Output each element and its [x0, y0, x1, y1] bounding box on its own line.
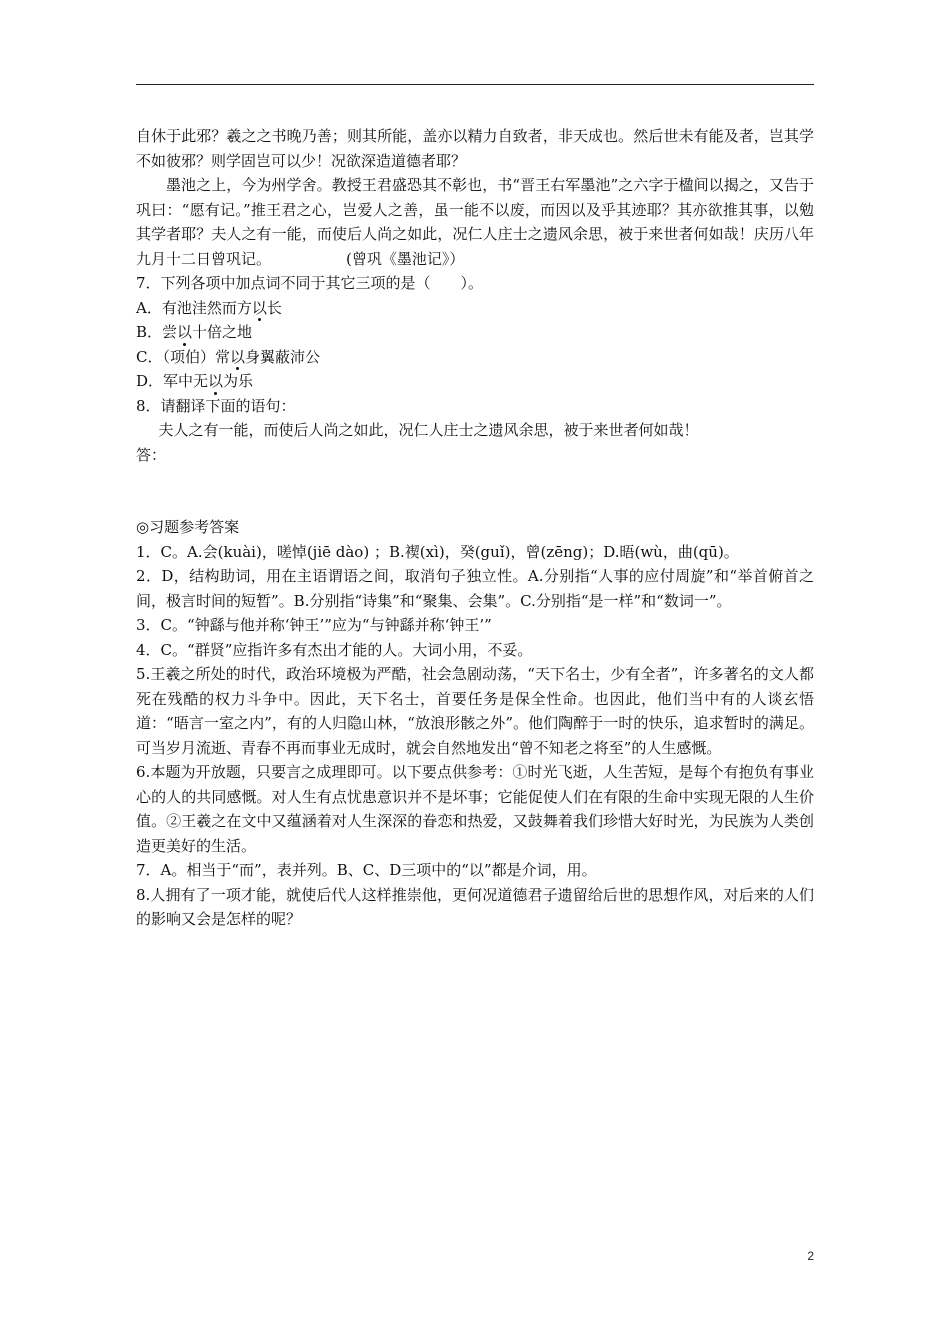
option-c-dotted-word: 以 — [230, 345, 245, 370]
option-a-text: A．有池洼然而方 — [136, 298, 252, 317]
option-c-text-end: 身翼蔽沛公 — [245, 347, 321, 366]
option-b-text-end: 十倍之地 — [192, 323, 253, 341]
page-number: 2 — [807, 1249, 814, 1263]
answer-item-8: 8.人拥有了一项才能，就使后代人这样推崇他，更何况道德君子遗留给后世的思想作风，对后来的人们的影响又会是怎样的呢？ — [136, 885, 814, 928]
header-rule — [136, 84, 814, 85]
passage-paragraph-2-text: 墨池之上，今为州学舍。教授王君盛恐其不彰也，书“晋王右军墨池”之六字于楹间以揭之，又告于巩曰：“愿有记。”推王君之心，岂爱人之善，虽一能不以废，而因以及乎其迹耶？其亦欲推其事，以勉其学者耶？夫人之有一能，而使后人尚之如此，况仁人庄士之遗风余思，被于来世者何如哉！庆历八年九月十二日曾巩记。 — [136, 176, 814, 268]
option-d-text-end: 为乐 — [223, 372, 254, 390]
answer-item-7: 7．A。相当于“而”，表并列。B、C、D三项中的“以”都是介词，用。 — [136, 861, 597, 879]
answer-item-1: 1．C。A.会(kuài)，嗟悼(jiē dào) ；B.褉(xì)，癸(guǐ)，曾(zēng)；D.晤(wù，曲(qū)。 — [136, 542, 739, 561]
question-7-option-d — [136, 369, 814, 394]
answer-item-6: 6.本题为开放题，只要言之成理即可。以下要点供参考：①时光飞逝，人生苦短，是每个有抱负有事业心的人的共同感慨。对人生有点忧患意识并不是坏事；它能促使人们在有限的生命中实现无限的人生价值。②王羲之在文中又蕴涵着对人生深深的眷恋和热爱，又鼓舞着我们珍惜大好时光，为民族为人类创造更美好的生活。 — [136, 763, 814, 855]
passage-paragraph-1: 自休于此邪？羲之之书晚乃善；则其所能，盖亦以精力自致者，非天成也。然后世未有能及者，岂其学不如彼邪？则学固岂可以少！况欲深造道德者耶？ — [136, 127, 814, 170]
answer-item-3: 3．C。“钟繇与他并称‘钟王’”应为“与钟繇并称‘钟王’” — [136, 616, 492, 634]
passage-paragraph-2 — [136, 173, 814, 271]
passage-source: (曾巩《墨池记》） — [346, 249, 465, 268]
option-d-dotted-word: 以 — [208, 369, 223, 394]
question-8-sentence: 夫人之有一能，而使后人尚之如此，况仁人庄士之遗风余思，被于来世者何如哉！ — [158, 421, 699, 439]
answer-item-5: 5.王羲之所处的时代，政治环境极为严酷，社会急剧动荡，“天下名士，少有全者”，许多著名的文人都死在残酷的权力斗争中。因此，天下名士，首要任务是保全性命。也因此，他们当中有的人谈玄悟道：“晤言一室之内”，有的人归隐山林，“放浪形骸之外”。他们陶醉于一时的快乐，追求暂时的满足。可当岁月流逝、青春不再而事业无成时，就会自然地发出“曾不知老之将至”的人生感慨。 — [136, 665, 814, 757]
question-7-stem: 7．下列各项中加点词不同于其它三项的是（ ）。 — [136, 274, 484, 292]
question-8-stem: 8．请翻译下面的语句： — [136, 396, 296, 415]
page-content — [136, 124, 814, 932]
question-7-option-a — [136, 296, 814, 321]
question-8-answer-label: 答： — [136, 445, 167, 464]
section-spacer — [136, 467, 814, 515]
option-b-dotted-word: 以 — [177, 320, 192, 345]
answers-heading: ◎习题参考答案 — [136, 518, 240, 536]
option-c-text: C．（项伯）常 — [136, 347, 230, 366]
answer-item-4: 4．C。“群贤”应指许多有杰出才能的人。大词小用，不妥。 — [136, 640, 533, 659]
option-a-dotted-word: 以 — [252, 296, 267, 321]
answer-item-2: 2．D，结构助词，用在主语谓语之间，取消句子独立性。A.分别指“人事的应付周旋”和“举首俯首之间，极言时间的短暂”。B.分别指“诗集”和“聚集、会集”。C.分别指“是一样”和“数词一”。 — [136, 567, 814, 610]
option-b-text: B．尝 — [136, 323, 178, 341]
option-d-text: D．军中无 — [136, 372, 209, 390]
question-7-option-b — [136, 320, 814, 345]
question-7-option-c — [136, 345, 814, 370]
option-a-text-end: 长 — [266, 298, 282, 317]
